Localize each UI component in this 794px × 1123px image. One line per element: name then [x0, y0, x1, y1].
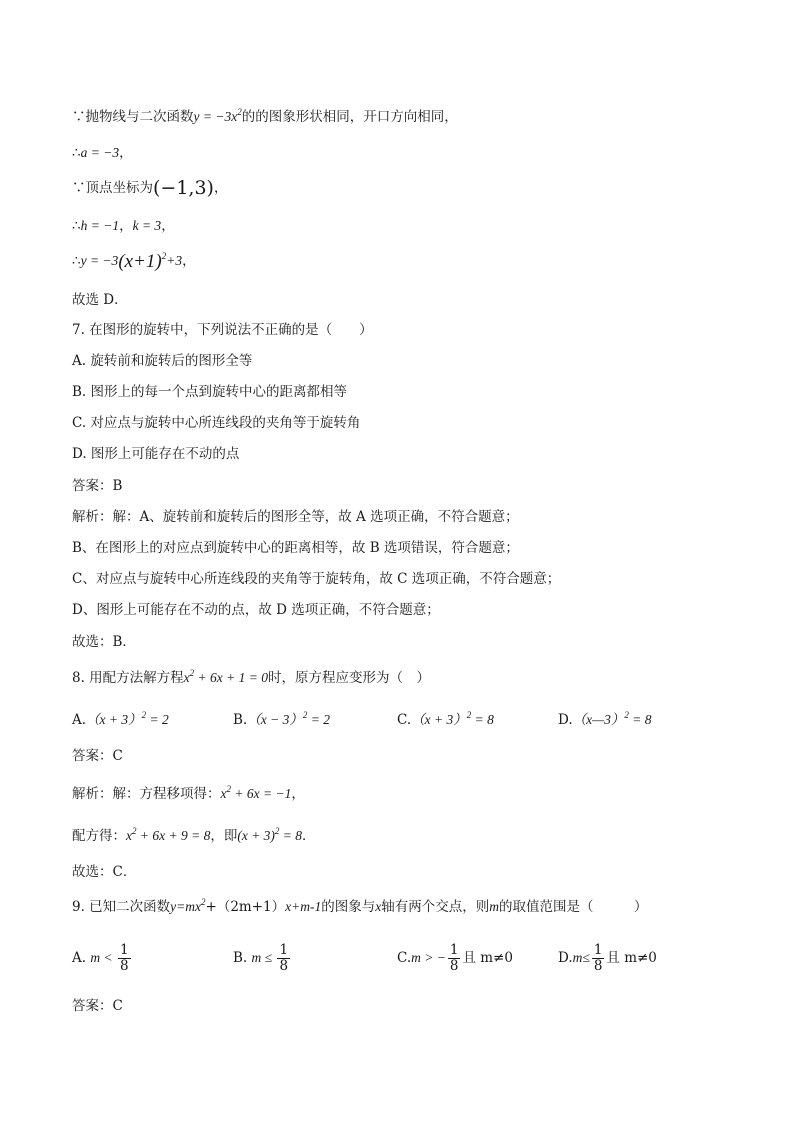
- exponent: 2: [201, 897, 206, 907]
- math: k = 3: [132, 218, 162, 233]
- text: 解析：解：方程移项得：: [72, 786, 221, 802]
- math: （x + 3）: [411, 712, 467, 727]
- text: 且 m≠0: [606, 950, 657, 966]
- math: （x − 3）: [247, 712, 303, 727]
- option-label: C.: [397, 950, 412, 966]
- q9-option-a: [72, 943, 133, 974]
- q7-analysis-4: D、图形上可能存在不动的点，故 D 选项正确，不符合题意；: [72, 602, 440, 618]
- denominator: 8: [279, 958, 289, 974]
- text: ∵顶点坐标为: [72, 180, 153, 196]
- math: m: [90, 950, 101, 965]
- q7-option-c: C. 对应点与旋转中心所连线段的夹角等于旋转角: [72, 415, 361, 431]
- exponent: 2: [274, 826, 280, 836]
- q7-analysis-3: C、对应点与旋转中心所连线段的夹角等于旋转角，故 C 选项正确，不符合题意；: [72, 571, 561, 587]
- q8-final: 故选：C．: [72, 864, 137, 880]
- text: ，: [161, 218, 175, 234]
- prev-line-1: [72, 107, 458, 127]
- math: y = −3: [80, 253, 119, 268]
- math: ≤: [261, 950, 276, 965]
- text: ∴: [72, 253, 81, 269]
- math: m: [489, 899, 499, 914]
- math: = 8: [628, 712, 652, 727]
- math: x: [375, 899, 382, 914]
- math: x: [126, 828, 132, 843]
- q7-answer: 答案：B: [72, 478, 123, 494]
- math: + 6x = −1: [231, 786, 292, 801]
- text: ．: [302, 828, 316, 844]
- math: = 2: [307, 712, 330, 727]
- numerator: 1: [593, 942, 603, 958]
- q8-option-a: [72, 710, 169, 730]
- text: ，: [119, 218, 133, 234]
- numerator: 1: [279, 942, 289, 958]
- option-label: A.: [72, 712, 87, 728]
- math: > −: [420, 950, 446, 965]
- q7-stem: 7. 在图形的旋转中，下列说法不正确的是（ ）: [72, 322, 373, 338]
- math: x: [220, 786, 227, 801]
- text: ，: [119, 145, 133, 161]
- math: = 8: [471, 712, 494, 727]
- q8-option-b: [233, 710, 330, 730]
- text: 9. 已知二次函数: [72, 899, 171, 915]
- option-label: D.: [558, 712, 573, 728]
- prev-line-2: [72, 143, 133, 163]
- fraction: [592, 943, 605, 974]
- exponent: 2: [226, 784, 231, 794]
- q7-analysis-2: B、在图形上的对应点到旋转中心的距离相等，故 B 选项错误，符合题意；: [72, 540, 519, 556]
- text: 且 m≠0: [462, 950, 513, 966]
- q8-answer: 答案：C: [72, 748, 123, 764]
- q7-option-a: A. 旋转前和旋转后的图形全等: [72, 353, 253, 369]
- math: (x+1): [118, 251, 162, 272]
- prev-line-4: [72, 216, 175, 236]
- text: 8. 用配方法解方程: [72, 670, 184, 686]
- fraction: [448, 943, 461, 974]
- fraction: [277, 943, 290, 974]
- exponent: 2: [466, 710, 472, 720]
- exponent: 2: [237, 107, 242, 117]
- q9-stem: [72, 897, 647, 917]
- math: x: [183, 670, 190, 685]
- q9-option-c: [397, 943, 513, 974]
- q9-option-d: [558, 943, 657, 974]
- math: （x—3）: [572, 712, 625, 727]
- exponent: 2: [624, 710, 629, 720]
- option-label: D.: [558, 950, 573, 966]
- q8-option-d: [558, 710, 652, 730]
- denominator: 8: [593, 958, 603, 974]
- q8-complete-square: [72, 826, 316, 846]
- math: + 6x + 9 = 8: [136, 828, 211, 843]
- numerator: 1: [449, 942, 459, 958]
- text: 的图象与: [321, 899, 376, 915]
- q8-option-c: [397, 710, 494, 730]
- option-label: C.: [397, 712, 412, 728]
- option-label: A.: [72, 950, 87, 966]
- numerator: 1: [119, 942, 129, 958]
- text: 轴有两个交点，则: [381, 899, 490, 915]
- math: m: [251, 950, 262, 965]
- prev-line-3: [72, 178, 227, 198]
- option-label: B.: [233, 950, 248, 966]
- math: m: [411, 950, 421, 965]
- math: (−1,3): [153, 177, 214, 199]
- math: +3: [166, 253, 183, 268]
- text: +（2m+1）: [205, 899, 286, 915]
- q9-option-b: [233, 943, 292, 974]
- q7-final: 故选：B．: [72, 634, 136, 650]
- math: y = −3x: [193, 109, 238, 124]
- text: ，: [291, 786, 305, 802]
- text: ∵抛物线与二次函数: [72, 109, 194, 125]
- math: h = −1: [80, 218, 120, 233]
- prev-line-5: [72, 251, 196, 272]
- math: m: [572, 950, 583, 965]
- math: <: [100, 950, 116, 965]
- denominator: 8: [449, 958, 459, 974]
- exponent: 2: [161, 251, 167, 261]
- q8-stem: [72, 668, 430, 688]
- math: y=mx: [170, 899, 202, 914]
- text: 的取值范围是（ ）: [498, 899, 648, 915]
- exponent: 2: [141, 710, 147, 720]
- q8-analysis: [72, 784, 305, 804]
- exponent: 2: [302, 710, 308, 720]
- math: x+m-1: [285, 899, 322, 914]
- q7-option-b: B. 图形上的每一个点到旋转中心的距离都相等: [72, 384, 348, 400]
- q7-option-d: D. 图形上可能存在不动的点: [72, 446, 240, 462]
- q9-answer: 答案：C: [72, 998, 123, 1014]
- denominator: 8: [119, 958, 129, 974]
- math: （x + 3）: [86, 712, 142, 727]
- math: (x + 3): [237, 828, 275, 843]
- text: ，: [213, 180, 228, 196]
- text: 时，原方程应变形为（ ）: [268, 670, 430, 686]
- exponent: 2: [132, 826, 137, 836]
- option-label: B.: [233, 712, 248, 728]
- text: 配方得：: [72, 828, 126, 844]
- text: ，: [182, 253, 196, 269]
- math: = 8: [279, 828, 303, 843]
- math: = 2: [146, 712, 169, 727]
- prev-final: 故选 D．: [72, 292, 128, 308]
- text: ∴: [72, 145, 81, 161]
- math: ≤: [582, 950, 590, 965]
- text: ∴: [72, 218, 81, 234]
- fraction: [118, 943, 131, 974]
- math: a = −3: [80, 145, 120, 160]
- math: + 6x + 1 = 0: [194, 670, 268, 685]
- text: ，即: [210, 828, 238, 844]
- exponent: 2: [189, 668, 195, 678]
- text: 的的图象形状相同，开口方向相同，: [241, 109, 458, 125]
- q7-analysis-1: 解析：解：A、旋转前和旋转后的图形全等，故 A 选项正确，不符合题意；: [72, 509, 519, 525]
